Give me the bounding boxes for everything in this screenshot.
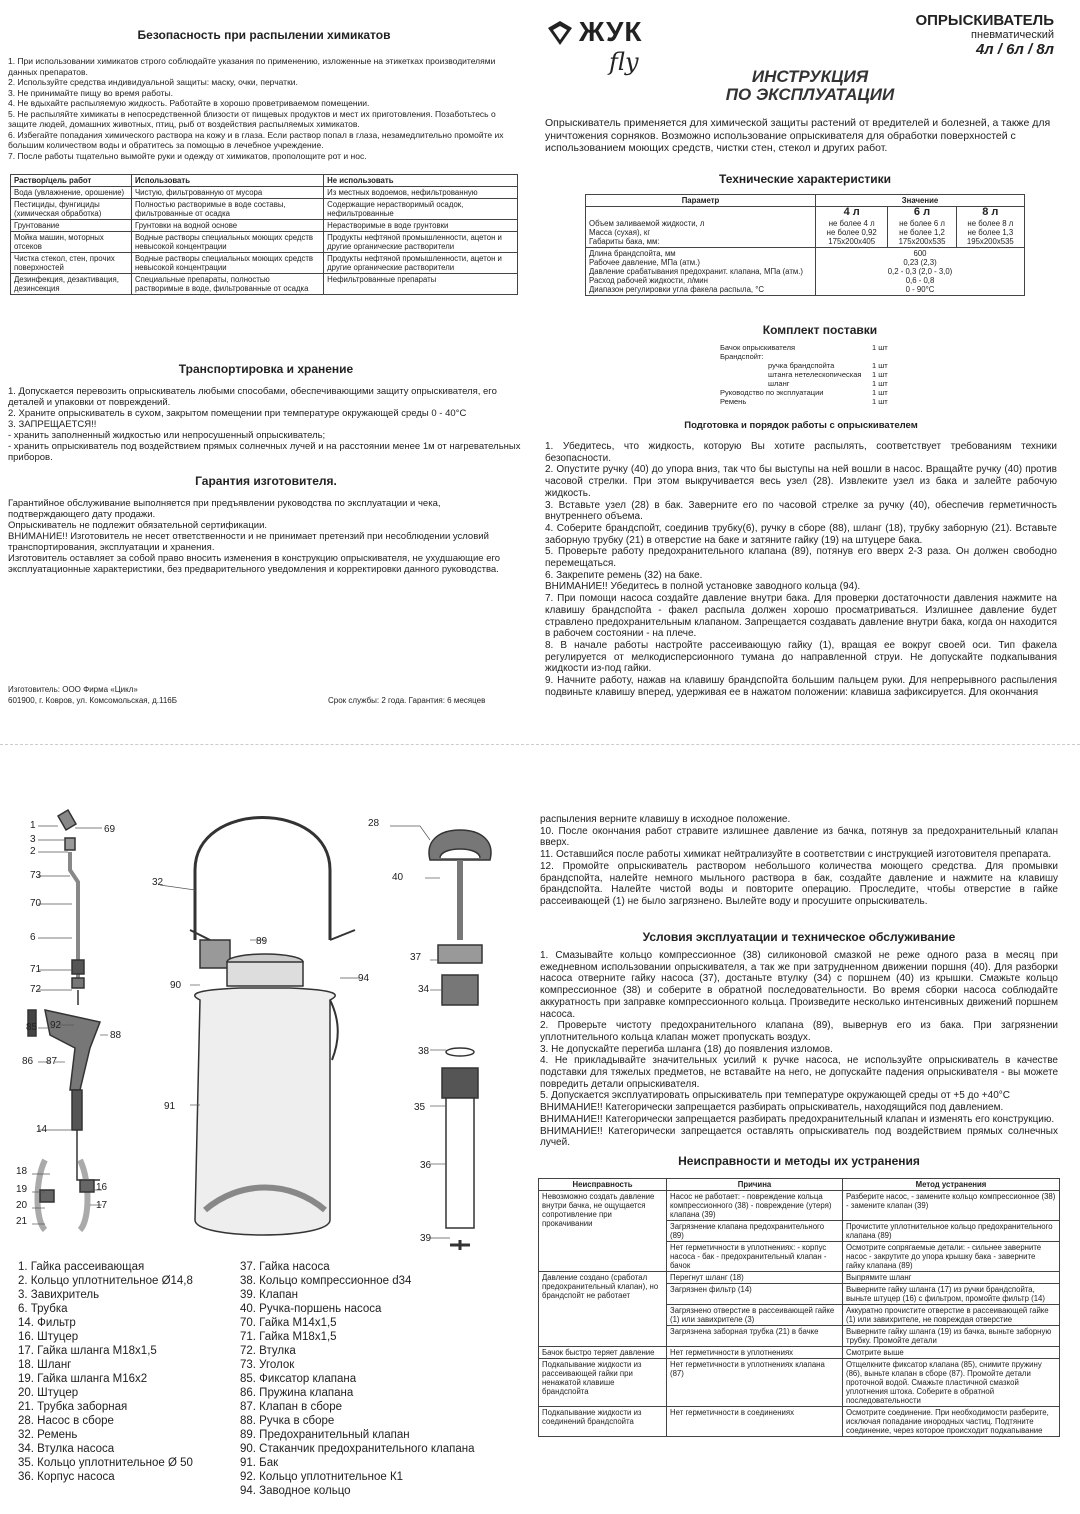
table-row (539, 1347, 1060, 1359)
remedy-cell: Аккуратно прочистите отверстие в рассеивающей гайке (1) или завихрителе, не повреждая отверстие (843, 1305, 1060, 1326)
callout-label: 72 (30, 984, 42, 995)
cause-cell: Нет герметичности в соединениях (667, 1407, 843, 1437)
specs-col-header: 6 л (888, 207, 956, 219)
kit-item-name: штанга нетелескопическая (768, 370, 862, 379)
table-row (539, 1407, 1060, 1437)
remedy-cell: Выверните гайку шланга (17) из ручки брандспойта, выньте штуцер (16) с фильтром, промойте фильтр (14) (843, 1284, 1060, 1305)
service-life: Срок службы: 2 года. Гарантия: 6 месяцев (328, 696, 486, 705)
specs-value-col (956, 218, 1024, 248)
table-cell: Продукты нефтяной промышленности, ацетон и другие органические растворители (324, 253, 518, 274)
safety-section (8, 28, 520, 161)
callout-label: 2 (30, 846, 36, 857)
prep-step: 5. Проверьте работу предохранительного клапана (89), потянув его вверх 2-3 раза. Он должен свободно перемещаться. (545, 546, 1057, 570)
callout-label: 89 (256, 936, 268, 947)
callout-label: 86 (22, 1056, 34, 1067)
part-item: 71. Гайка М18х1,5 (240, 1331, 337, 1343)
product-type: пневматический (971, 29, 1054, 41)
kit-item (720, 379, 920, 388)
callout-label: 32 (152, 877, 164, 888)
page-separator (0, 744, 1080, 745)
prep-step: распыления верните клавишу в исходное положение. (540, 814, 791, 825)
cause-cell: Нет герметичности в уплотнениях: - корпус насоса - бак - предохранительный клапан - бачок (667, 1242, 843, 1272)
maintenance-item: ВНИМАНИЕ!! Категорически запрещается разбирать предохранительный клапан и изменять его конструкцию. (540, 1113, 1055, 1125)
specs-label: Расход рабочей жидкости, л/мин (589, 276, 708, 285)
table-cell: Водные растворы специальных моющих средств невысокой концентрации (131, 253, 323, 274)
specs-value: 0,23 (2,3) (903, 258, 937, 267)
callout-label: 28 (368, 818, 380, 829)
specs-value: не более 0,92 (826, 228, 877, 237)
table-row (11, 187, 518, 199)
part-item: 88. Ручка в сборе (240, 1415, 335, 1427)
callout-label: 38 (418, 1046, 430, 1057)
kit-item (720, 388, 920, 397)
callout-label: 91 (164, 1101, 176, 1112)
warranty-item: Гарантийное обслуживание выполняется при предъявлении руководства по эксплуатации и чека, подтверждающего дату продажи. (8, 498, 441, 520)
kit-item (720, 352, 920, 361)
brand-name: ЖУК (579, 16, 643, 47)
kit-item-qty: 1 шт (872, 379, 888, 388)
manual-title (680, 68, 940, 104)
maintenance-list (540, 950, 1058, 1149)
specs-label: Масса (сухая), кг (589, 228, 651, 237)
maintenance-item: ВНИМАНИЕ!! Категорически запрещается разбирать опрыскиватель, находящийся под давлением. (540, 1102, 1004, 1114)
brand-logo (545, 14, 665, 84)
part-item: 34. Втулка насоса (18, 1443, 115, 1455)
safety-list (8, 56, 520, 161)
kit-item-qty: 1 шт (872, 361, 888, 370)
kit-item (720, 343, 920, 352)
prep-section (545, 420, 1057, 698)
kit-item (720, 370, 920, 379)
cause-cell: Нет герметичности в уплотнениях (667, 1347, 843, 1359)
usage-table (10, 174, 518, 295)
callout-label: 3 (30, 834, 36, 845)
safety-title: Безопасность при распылении химикатов (137, 28, 391, 42)
callout-label: 40 (392, 872, 404, 883)
specs-label: Длина брандспойта, мм (589, 249, 676, 258)
manufacturer-name: Изготовитель: ООО Фирма «Цикл» (8, 685, 138, 694)
part-item: 89. Предохранительный клапан (240, 1429, 410, 1441)
specs-value: 175x200x535 (898, 237, 946, 246)
callout-label: 1 (30, 820, 36, 831)
part-item: 39. Клапан (240, 1289, 298, 1301)
callout-label: 37 (410, 952, 422, 963)
specs-value: 195x200x535 (966, 237, 1014, 246)
kit-title: Комплект поставки (762, 323, 878, 337)
maintenance-item: 3. Не допускайте перегиба шланга (18) до появления изломов. (540, 1043, 833, 1055)
product-volumes: 4л / 6л / 8л (975, 41, 1054, 58)
usage-table-header: Не использовать (324, 175, 518, 187)
faults-title: Неисправности и методы их устранения (678, 1154, 920, 1168)
table-row (539, 1272, 1060, 1284)
cause-cell: Загрязнение клапана предохранительного (89) (667, 1221, 843, 1242)
cause-cell: Перегнут шланг (18) (667, 1272, 843, 1284)
specs-header-value: Значение (816, 195, 1025, 207)
specs-value: не более 1,3 (967, 228, 1014, 237)
part-item: 40. Ручка-поршень насоса (240, 1303, 382, 1315)
specs-value: 0 - 90°С (905, 285, 935, 294)
kit-item-name: ручка брандспойта (768, 361, 835, 370)
callout-label: 71 (30, 964, 42, 975)
specs-title: Технические характеристики (718, 172, 892, 186)
part-item: 37. Гайка насоса (240, 1261, 330, 1273)
callout-label: 92 (50, 1020, 62, 1031)
remedy-cell: Разберите насос, - замените кольцо компрессионное (38) - замените клапан (39) (843, 1191, 1060, 1221)
part-item: 90. Стаканчик предохранительного клапана (240, 1443, 475, 1455)
callout-label: 17 (96, 1200, 108, 1211)
kit-item-qty: 1 шт (872, 343, 888, 352)
table-row (539, 1359, 1060, 1407)
exploded-diagram (10, 800, 530, 1255)
callout-label: 39 (420, 1233, 432, 1244)
safety-item: 5. Не распыляйте химикаты в непосредственной близости от пищевых продуктов и мест их приготовления. Позаботьтесь о защите людей, домашних животных, птиц, рыб от воздействия распыляемых химикатов. (8, 108, 496, 129)
specs-value-col (888, 218, 956, 248)
prep-step: 3. Вставьте узел (28) в бак. Заверните его по часовой стрелке за ручку (40), обеспечив герметичность внутреннего объема. (545, 499, 1057, 523)
table-cell: Чистую, фильтрованную от мусора (131, 187, 323, 199)
maintenance-item: 4. Не прикладывайте значительных усилий к ручке насоса, не используйте опрыскиватель в качестве подставки для тяжелых предметов, не вставайте на него, не допускайте падения опрыскивателя - вы можете повредить детали опрыскивателя. (540, 1055, 1058, 1090)
transport-item: 2. Храните опрыскиватель в сухом, закрытом помещении при температуре окружающей среды 0 - 40°С (8, 408, 467, 419)
specs-blank (586, 207, 816, 248)
warranty-title: Гарантия изготовителя. (195, 474, 337, 488)
remedy-cell: Выпрямите шланг (843, 1272, 1060, 1284)
table-cell: Полностью растворимые в воде составы, фильтрованные от осадка (131, 199, 323, 220)
cause-cell: Нет герметичности в уплотнениях клапана (87) (667, 1359, 843, 1407)
fault-cell: Бачок быстро теряет давление (539, 1347, 667, 1359)
part-item: 91. Бак (240, 1457, 279, 1469)
prep-step: 11. Оставшийся после работы химикат нейтрализуйте в соответствии с инструкцией изготовителя препарата. (540, 849, 1052, 861)
safety-item: 1. При использовании химикатов строго соблюдайте указания по применению, изложенные на этикетках производителями данных препаратов. (8, 56, 496, 77)
table-row (11, 232, 518, 253)
prep-step: ВНИМАНИЕ!! Убедитесь в полной установке заводного кольца (94). (545, 581, 861, 593)
part-item: 70. Гайка М14х1,5 (240, 1317, 337, 1329)
prep-step: 12. Промойте опрыскиватель раствором небольшого количества моющего средства. Для промывки брандспойта, налейте немного мыльного раствора в бак, создайте давление и нажмите на клавишу брандспойта. Налейте чистой воды и повторите операцию. Проследите, чтобы отверстие в гайке рассеивающей (1) не было загрязнено. Вылейте воду и просушите опрыскиватель. (540, 860, 1058, 907)
table-cell: Мойка машин, моторных отсеков (11, 232, 132, 253)
pump-assembly-icon (429, 830, 491, 1250)
part-item: 92. Кольцо уплотнительное К1 (240, 1471, 404, 1483)
bug-logo-icon (545, 18, 575, 48)
prep-step: 9. Начните работу, нажав на клавишу брандспойта большим пальцем руки. Для непрерывного распыления подвиньте клавишу вперед, удерживая ее в нажатом положении: клавиша зафиксируется. Для окончания (545, 675, 1057, 698)
callout-label: 18 (16, 1166, 28, 1177)
callout-label: 73 (30, 870, 42, 881)
part-item: 38. Кольцо компрессионное d34 (240, 1275, 412, 1287)
specs-col-header: 4 л (816, 207, 888, 219)
table-cell: Водные растворы специальных моющих средств невысокой концентрации (131, 232, 323, 253)
specs-col-header: 8 л (956, 207, 1024, 219)
specs-value: 0,6 - 0,8 (905, 276, 935, 285)
part-item: 3. Завихритель (18, 1289, 100, 1301)
usage-table-header: Раствор/цель работ (11, 175, 132, 187)
kit-list (720, 343, 920, 406)
callout-label: 14 (36, 1124, 48, 1135)
table-cell: Грунтовки на водной основе (131, 220, 323, 232)
specs-value: 600 (913, 249, 927, 258)
part-item: 16. Штуцер (18, 1331, 79, 1343)
part-item: 73. Уголок (240, 1359, 295, 1371)
part-item: 87. Клапан в сборе (240, 1401, 342, 1413)
faults-table (538, 1178, 1060, 1437)
safety-item: 7. После работы тщательно вымойте руки и одежду от химикатов, прополощите рот и нос. (8, 150, 367, 161)
warranty-item: Изготовитель оставляет за собой право вносить изменения в конструкцию опрыскивателя, не ухудшающие его эксплуатационные характеристики, без предварительного уведомления и корректировки данного руководства. (8, 553, 501, 575)
prep-list (545, 441, 1057, 698)
callout-label: 21 (16, 1216, 28, 1227)
table-cell: Пестициды, фунгициды (химическая обработка) (11, 199, 132, 220)
callout-label: 19 (16, 1184, 28, 1195)
fault-cell: Подкапывание жидкости из рассеивающей гайки при ненажатой клавише брандспойта (539, 1359, 667, 1407)
kit-item-qty: 1 шт (872, 370, 888, 379)
table-cell: Продукты нефтяной промышленности, ацетон и другие органические растворители (324, 232, 518, 253)
specs-label: Давление срабатывания предохранит. клапана, МПа (атм.) (589, 267, 804, 276)
warranty-list (8, 498, 524, 575)
manual-title-line2: ПО ЭКСПЛУАТАЦИИ (725, 85, 895, 104)
table-row (11, 199, 518, 220)
transport-item: - хранить опрыскиватель под воздействием прямых солнечных лучей и на расстоянии менее 1м от нагревательных приборов. (8, 441, 521, 463)
specs-value: 175x200x405 (828, 237, 876, 246)
callout-label: 6 (30, 932, 36, 943)
prep-step: 1. Убедитесь, что жидкость, которую Вы хотите распылять, соответствует требованиям техники безопасности. (545, 441, 1057, 464)
transport-list (8, 386, 524, 463)
table-cell: Чистка стекол, стен, прочих поверхностей (11, 253, 132, 274)
kit-item-name: шланг (768, 379, 790, 388)
part-item: 18. Шланг (18, 1359, 72, 1371)
callout-label: 69 (104, 824, 116, 835)
cause-cell: Загрязнено отверстие в рассеивающей гайке (1) или завихрителе (3) (667, 1305, 843, 1326)
part-item: 94. Заводное кольцо (240, 1485, 351, 1497)
prep-step: 6. Закрепите ремень (32) на баке. (545, 569, 703, 581)
remedy-cell: Смотрите выше (843, 1347, 1060, 1359)
prep-step: 7. При помощи насоса создайте давление внутри бака. Для проверки достаточности давления нажмите на клавишу брандспойта - факел распыла должен хорошо просматриваться. Излишнее давление будет стравлено предохранительным клапаном. Запрещается создавать давление внутри бака, когда он находится в рабочем состоянии - на плече. (545, 593, 1057, 640)
remedy-cell: Осмотрите сопрягаемые детали: - сильнее заверните насос - закрутите до упора крышку бака - заверните гайку клапана (89) (843, 1242, 1060, 1272)
prep-step: 10. После окончания работ стравите излишнее давление из бачка, потянув за предохранительный клапан вверх. (540, 825, 1058, 849)
specs-label: Объем заливаемой жидкости, л (589, 219, 705, 228)
remedy-cell: Прочистите уплотнительное кольцо предохранительного клапана (89) (843, 1221, 1060, 1242)
remedy-cell: Отщелкните фиксатор клапана (85), снимите пружину (86), выньте клапан в сборе (87). Промойте детали проточной водой. Смажьте пластичной смазкой уплотнения штока. Соберите в обратной последовательности (843, 1359, 1060, 1407)
brand-sub: fly (609, 48, 639, 76)
table-cell: Вода (увлажнение, орошение) (11, 187, 132, 199)
table-cell: Грунтование (11, 220, 132, 232)
part-item: 19. Гайка шланга М16х2 (18, 1373, 148, 1385)
transport-item: 1. Допускается перевозить опрыскиватель любыми способами, обеспечивающими защиту опрыскивателя, его деталей и упаковки от повреждений. (8, 386, 497, 408)
callout-label: 20 (16, 1200, 28, 1211)
warranty-item: ВНИМАНИЕ!! Изготовитель не несет ответственности и не принимает претензий при несоблюдении условий транспортирования, эксплуатации и хранения. (8, 531, 489, 553)
faults-table-header: Неисправность (539, 1179, 667, 1191)
kit-item-qty: 1 шт (872, 388, 888, 397)
kit-item-name: Руководство по эксплуатации (720, 388, 824, 397)
table-cell: Содержащие нерастворимый осадок, нефильтрованные (324, 199, 518, 220)
maintenance-item: 1. Смазывайте кольцо компрессионное (38) силиконовой смазкой не реже одного раза в месяц при ежедневном использовании опрыскивателя, а так же при затрудненном движении поршня (40). Для разборки насоса отверните гайку насоса (37), достаньте втулку (34) с поршнем (40) из крышки. Смажьте кольцо компрессионное (38) и соберите в обратной последовательности. Во время сборки насоса соблюдайте аккуратность при заправке компрессионного кольца. Произведите несколько интенсивных движений поршнем насоса. (540, 950, 1058, 1020)
maintenance-item: 2. Проверьте чистоту предохранительного клапана (89), вывернув его из бака. При загрязнении уплотнительного кольца клапан может пропускать воздух. (540, 1020, 1058, 1043)
part-item: 72. Втулка (240, 1345, 296, 1357)
specs-group2-labels (586, 248, 816, 296)
product-title: ОПРЫСКИВАТЕЛЬ (915, 12, 1054, 29)
remedy-cell: Осмотрите соединение. При необходимости разберите, исключая попадание инородных частиц. Подтяните соединение, через которое происходит подкапывание (843, 1407, 1060, 1437)
specs-value: не более 8 л (967, 219, 1014, 228)
table-row (11, 274, 518, 295)
kit-item-name: Бачок опрыскивателя (720, 343, 796, 352)
transport-section (8, 362, 524, 463)
safety-item: 6. Избегайте попадания химического раствора на кожу и в глаза. Если раствор попал в глаза, незамедлительно промойте их большим количеством воды и обратитесь за помощью в лечебное учреждение. (8, 129, 504, 150)
part-item: 14. Фильтр (18, 1317, 76, 1329)
kit-item-name: Брандспойт: (720, 352, 764, 361)
prep-continued (540, 814, 1058, 908)
table-cell: Нерастворимые в воде грунтовки (324, 220, 518, 232)
callout-label: 90 (170, 980, 182, 991)
warranty-item: Опрыскиватель не подлежит обязательной сертификации. (8, 520, 268, 531)
table-cell: Специальные препараты, полностью растворимые в воде, фильтрованные от осадка (131, 274, 323, 295)
transport-item: 3. ЗАПРЕЩАЕТСЯ!! (8, 419, 97, 430)
table-cell: Нефильтрованные препараты (324, 274, 518, 295)
kit-item (720, 397, 920, 406)
intro-text: Опрыскиватель применяется для химической защиты растений от вредителей и болезней, а также для уничтожения сорняков. Возможно использование опрыскивателя для обработки поверхностей с использованием моющих средств, чистки стен, стекол и других работ. (545, 117, 1051, 154)
cause-cell: Загрязнен фильтр (14) (667, 1284, 843, 1305)
callout-label: 87 (46, 1056, 58, 1067)
callout-label: 94 (358, 973, 370, 984)
manual-title-line1: ИНСТРУКЦИЯ (751, 67, 869, 86)
table-row (11, 220, 518, 232)
cause-cell: Загрязнена заборная трубка (21) в бачке (667, 1326, 843, 1347)
part-item: 20. Штуцер (18, 1387, 79, 1399)
tank-icon (190, 818, 355, 1236)
part-item: 6. Трубка (18, 1303, 68, 1315)
parts-list-2 (240, 1260, 530, 1498)
maintenance-item: ВНИМАНИЕ!! Категорически запрещается оставлять опрыскиватель под воздействием прямых солнечных лучей. (540, 1125, 1058, 1149)
manufacturer-address: 601900, г. Ковров, ул. Комсомольская, д.116Б (8, 696, 177, 705)
specs-group2-values (816, 248, 1025, 296)
part-item: 2. Кольцо уплотнительное Ø14,8 (18, 1275, 193, 1287)
table-row (11, 253, 518, 274)
part-item: 35. Кольцо уплотнительное Ø 50 (18, 1457, 193, 1469)
maintenance-title: Условия эксплуатации и техническое обслуживание (642, 930, 956, 944)
transport-item: - хранить заполненный жидкостью или непросушенный опрыскиватель; (8, 430, 326, 441)
callout-label: 35 (414, 1102, 426, 1113)
manufacturer-info (8, 684, 518, 706)
specs-table (585, 194, 1025, 296)
safety-item: 4. Не вдыхайте распыляемую жидкость. Работайте в хорошо проветриваемом помещении. (8, 98, 370, 108)
safety-item: 2. Используйте средства индивидуальной защиты: маску, очки, перчатки. (8, 77, 298, 87)
parts-list-1 (18, 1260, 238, 1484)
callout-label: 88 (110, 1030, 122, 1041)
faults-section (538, 1154, 1060, 1437)
specs-label: Диапазон регулировки угла факела распыла, °С (589, 285, 764, 294)
part-item: 85. Фиксатор клапана (240, 1373, 357, 1385)
callout-label: 36 (420, 1160, 432, 1171)
kit-item-qty: 1 шт (872, 397, 888, 406)
faults-table-header: Метод устранения (843, 1179, 1060, 1191)
part-item: 17. Гайка шланга М18х1,5 (18, 1345, 157, 1357)
callout-label: 34 (418, 984, 430, 995)
table-row (539, 1191, 1060, 1221)
specs-header-param: Параметр (586, 195, 816, 207)
part-item: 36. Корпус насоса (18, 1471, 115, 1483)
specs-section (585, 172, 1025, 296)
specs-label: Рабочее давление, МПа (атм.) (589, 258, 700, 267)
table-cell: Из местных водоемов, нефильтрованную (324, 187, 518, 199)
fault-cell: Давление создано (сработал предохранительный клапан), но брандспойт не работает (539, 1272, 667, 1347)
usage-table-header: Использовать (131, 175, 323, 187)
part-item: 32. Ремень (18, 1429, 78, 1441)
remedy-cell: Выверните гайку шланга (19) из бачка, выньте заборную трубку. Промойте детали (843, 1326, 1060, 1347)
part-item: 86. Пружина клапана (240, 1387, 354, 1399)
faults-table-header: Причина (667, 1179, 843, 1191)
cause-cell: Насос не работает: - повреждение кольца компрессионного (38) - повреждение (утеря) клапана (39) (667, 1191, 843, 1221)
callout-label: 16 (96, 1182, 108, 1193)
part-item: 1. Гайка рассеивающая (18, 1261, 145, 1273)
kit-item-name: Ремень (720, 397, 747, 406)
part-item: 28. Насос в сборе (18, 1415, 114, 1427)
kit-item (720, 361, 920, 370)
specs-label: Габариты бака, мм: (589, 237, 660, 246)
maintenance-item: 5. Допускается эксплуатировать опрыскиватель при температуре окружающей среды от +5 до +40°С (540, 1090, 1010, 1102)
specs-value-col (816, 218, 888, 248)
safety-item: 3. Не принимайте пищу во время работы. (8, 87, 173, 98)
specs-value: не более 6 л (899, 219, 945, 228)
kit-section (720, 323, 920, 406)
callout-label: 85 (26, 1022, 38, 1033)
part-item: 21. Трубка заборная (18, 1401, 128, 1413)
warranty-section (8, 474, 524, 575)
prep-step: 2. Опустите ручку (40) до упора вниз, так что бы выступы на ней вошли в насос. Вращайте ручку (40) против часовой стрелки. При этом выкручивается весь узел (28). Извлеките узел из бака и залейте рабочую жидкость. (545, 464, 1057, 499)
callout-label: 70 (30, 898, 42, 909)
specs-value: 0,2 - 0,3 (2,0 - 3,0) (887, 267, 953, 276)
prep-step: 4. Соберите брандспойт, соединив трубку(6), ручку в сборе (88), шланг (18), трубку заборную (21). Вставьте заборную трубку (21) в отверстие на баке и затяните гайку (19) на штуцере бака. (545, 522, 1057, 546)
table-cell: Дезинфекция, дезактивация, дезинсекция (11, 274, 132, 295)
fault-cell: Подкапывание жидкости из соединений брандспойта (539, 1407, 667, 1437)
transport-title: Транспортировка и хранение (178, 362, 354, 376)
specs-value: не более 1,2 (899, 228, 945, 237)
prep-title: Подготовка и порядок работы с опрыскивателем (684, 420, 918, 431)
nozzle-assembly-icon (58, 810, 84, 1005)
product-heading (840, 12, 1054, 58)
prep-step: 8. В начале работы настройте рассеивающую гайку (1), вращая ее вокруг своей оси. Тип факела регулируется от мелкодисперсионного тумана до направленной струи. Не допускайте подкапывания жидкости из-под гайки. (545, 639, 1057, 675)
maintenance-section (540, 930, 1058, 1149)
fault-cell: Невозможно создать давление внутри бачка, не ощущается сопротивление при прокачивании (539, 1191, 667, 1272)
specs-value: не более 4 л (828, 219, 875, 228)
